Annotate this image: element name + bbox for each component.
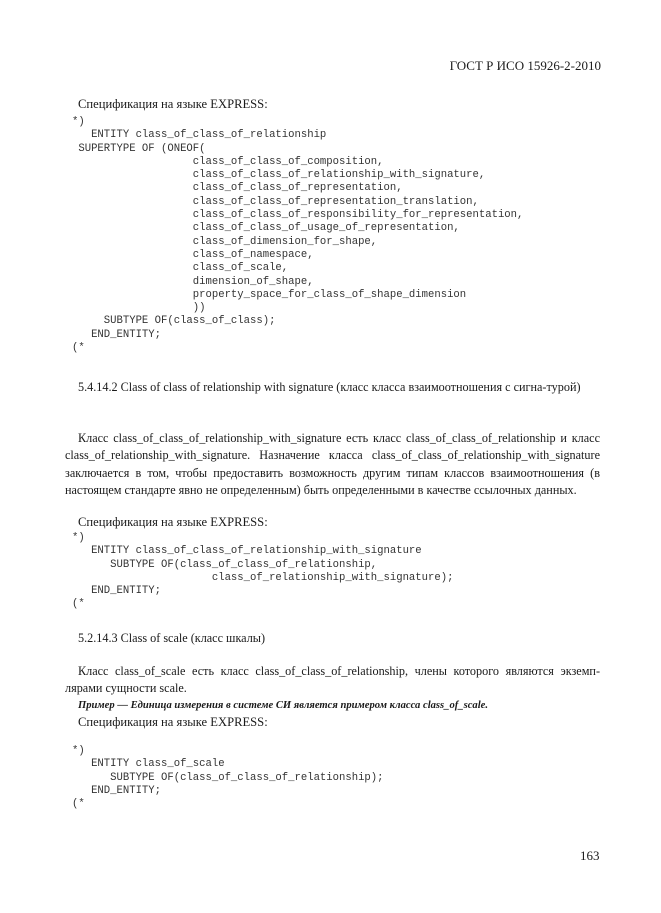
page-number: 163 bbox=[580, 848, 600, 863]
express-code-2: *) ENTITY class_of_class_of_relationship_with_signature SUBTYPE OF(class_of_class_of_relationship, class_of_relationship_with_signature); END_ENTITY; (* bbox=[72, 532, 454, 611]
section-heading-5-4-14-2 bbox=[65, 379, 600, 396]
body-text: Класс class_of_class_of_relationship_with_signature есть класс class_of_class_of_relationship и класс class_of_relationship_with_signature. Назначение класса class_of_class_of_relationship_with_signature заключается в том, чтобы предоставить возможность другим типам классов взаимоотношения (в настоящем стандарте явно не определенным) быть определенными в качестве ссылочных данных. bbox=[65, 431, 600, 498]
example-note: Пример — Единица измерения в системе СИ является примером класса class_of_scale. bbox=[78, 700, 489, 711]
spec-label-2: Спецификация на языке EXPRESS: bbox=[78, 515, 268, 529]
section-heading-5-2-14-3 bbox=[65, 630, 600, 647]
spec-label-1: Спецификация на языке EXPRESS: bbox=[78, 97, 268, 111]
document-header: ГОСТ Р ИСО 15926-2-2010 bbox=[449, 58, 601, 73]
heading-text: 5.2.14.3 Class of scale (класс шкалы) bbox=[78, 631, 266, 645]
heading-text: 5.4.14.2 Class of class of relationship with signature (класс класса взаимоотношения с сигна-турой) bbox=[78, 380, 581, 394]
section-body-5-2-14-3 bbox=[65, 663, 600, 698]
express-code-1: *) ENTITY class_of_class_of_relationship SUPERTYPE OF (ONEOF( class_of_class_of_composition, class_of_class_of_relationship_with_signature, class_of_class_of_representation, class_of_class_of_representation_translation, class_of_class_of_responsibility_for_representation, class_of_class_of_usage_of_representation, class_of_dimension_for_shape, class_of_namespace, class_of_scale, dimension_of_shape, property_space_for_class_of_shape_dimension )) SUBTYPE OF(class_of_class); END_ENTITY; (* bbox=[72, 116, 524, 355]
section-body-5-4-14-2 bbox=[65, 430, 600, 500]
body-text: Класс class_of_scale есть класс class_of_class_of_relationship, члены которого являются экземп-лярами сущности scale. bbox=[65, 664, 600, 696]
spec-label-3: Спецификация на языке EXPRESS: bbox=[78, 715, 268, 729]
express-code-3: *) ENTITY class_of_scale SUBTYPE OF(class_of_class_of_relationship); END_ENTITY; (* bbox=[72, 745, 384, 811]
